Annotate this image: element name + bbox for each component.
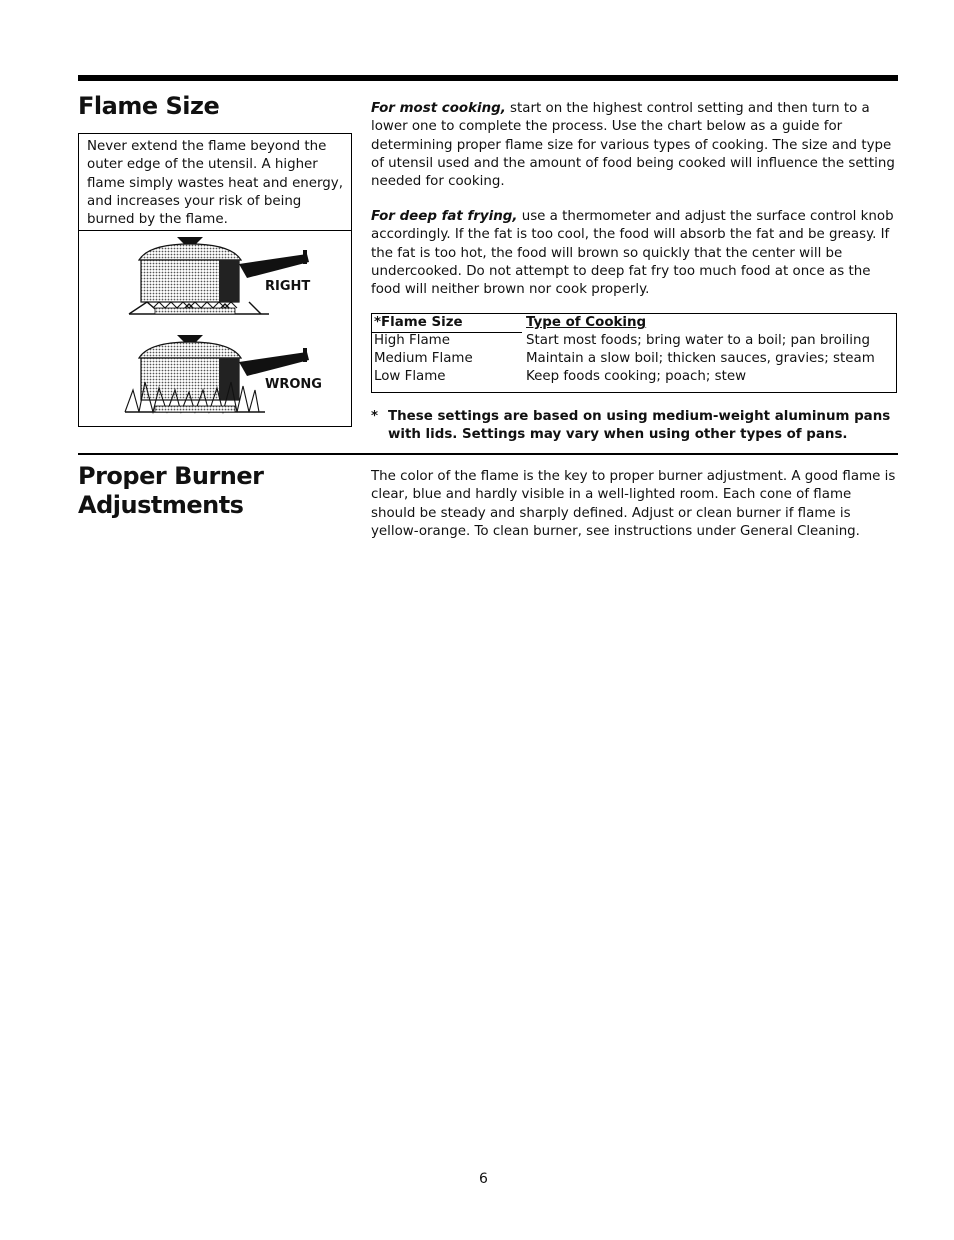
table-cell: Start most foods; bring water to a boil; pan broiling: [526, 333, 870, 348]
wrong-label: WRONG: [265, 377, 322, 392]
table-cell: Medium Flame: [374, 351, 473, 366]
most-cooking-paragraph: [371, 100, 897, 191]
section-rule: [78, 453, 898, 455]
pan-small-flame-icon: [119, 232, 319, 322]
proper-burner-heading: Proper Burner Adjustments: [78, 462, 264, 519]
table-header-row: [374, 315, 894, 333]
deep-fat-frying-paragraph: [371, 208, 897, 299]
callout-text: Never extend the flame beyond the outer edge of the utensil. A higher flame simply wastes heat and energy, and increases your risk of being burned by the flame.: [87, 139, 343, 228]
table-cell: Low Flame: [374, 369, 446, 384]
footnote-asterisk: *: [371, 409, 379, 424]
footnote-text: These settings are based on using medium-weight aluminum pans with lids. Settings may vary when using other types of pans.: [388, 409, 891, 443]
callout-divider: [79, 230, 351, 231]
most-cooking-lead: For most cooking,: [371, 101, 506, 116]
table-row: [374, 333, 894, 351]
burner-adjustment-paragraph: The color of the flame is the key to proper burner adjustment. A good flame is clear, blue and hardly visible in a well-lighted room. Each cone of flame should be steady and sharply defined. Adjust or clean burner if flame is yellow-orange. To clean burner, see instructions under General Cleaning.: [371, 469, 896, 539]
table-row: [374, 351, 894, 369]
flame-size-table: [371, 313, 897, 393]
table-header-flame-size: *Flame Size: [374, 315, 463, 330]
most-cooking-body: start on the highest control setting and then turn to a lower one to complete the process. Use the chart below as a guide for determining proper flame size for various types of cooking. The size and type of utensil used and the amount of food being cooked will influence the setting needed for cooking.: [371, 101, 895, 190]
flame-size-callout-box: [78, 133, 352, 427]
deep-fat-frying-lead: For deep fat frying,: [371, 209, 518, 224]
page-number: 6: [479, 1171, 488, 1187]
table-footnote: [371, 408, 891, 445]
table-cell: High Flame: [374, 333, 450, 348]
wrong-flame-illustration: [119, 330, 322, 420]
top-rule: [78, 75, 898, 81]
table-cell: Maintain a slow boil; thicken sauces, gravies; steam: [526, 351, 875, 366]
right-flame-illustration: [119, 232, 319, 322]
table-cell: Keep foods cooking; poach; stew: [526, 369, 747, 384]
table-row: [374, 369, 894, 387]
deep-fat-frying-body: use a thermometer and adjust the surface control knob accordingly. If the fat is too cool, the food will absorb the fat and be greasy. If the fat is too hot, the food will brown so quickly that the center will be undercooked. Do not attempt to deep fat fry too much food at once as the food will neither brown nor cook properly.: [371, 209, 894, 298]
table-header-type-of-cooking: Type of Cooking: [526, 315, 647, 330]
pan-large-flame-icon: [119, 330, 319, 420]
right-label: RIGHT: [265, 279, 311, 294]
flame-size-heading: Flame Size: [78, 92, 220, 120]
